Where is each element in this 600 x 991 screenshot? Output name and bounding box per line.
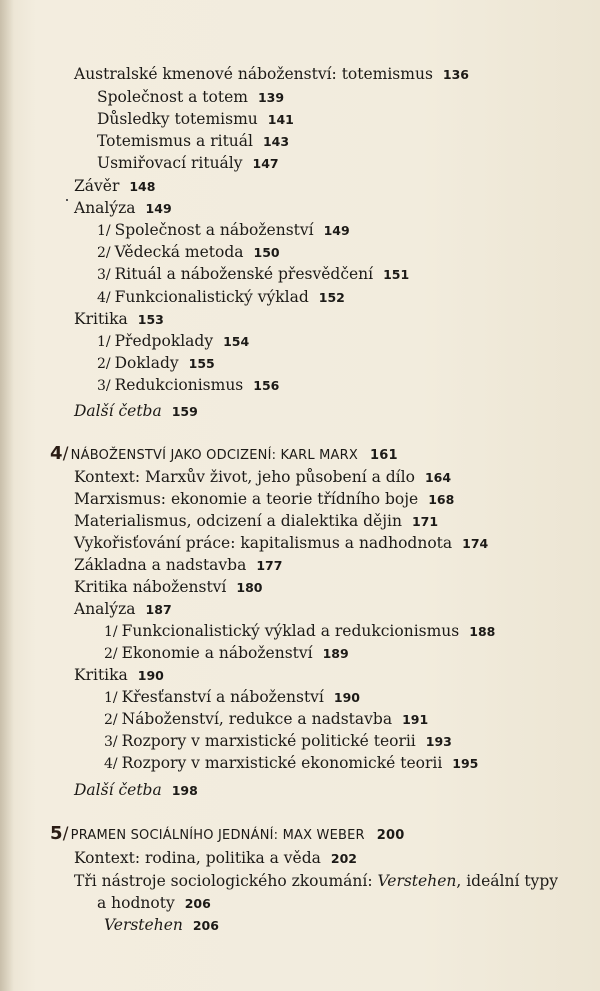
toc-entry-continuation bbox=[97, 893, 211, 914]
entry-title: Závěr bbox=[74, 177, 120, 195]
toc-entry bbox=[74, 555, 282, 576]
entry-title: Ekonomie a náboženství bbox=[121, 644, 313, 662]
toc-entry bbox=[74, 64, 469, 85]
entry-title-italic: Verstehen bbox=[377, 872, 457, 890]
page-number: 154 bbox=[223, 334, 250, 349]
toc-entry bbox=[104, 687, 360, 708]
entry-title: Doklady bbox=[114, 354, 179, 372]
page-number: 159 bbox=[171, 404, 198, 419]
page-number: 155 bbox=[188, 356, 215, 371]
page-number: 180 bbox=[236, 580, 263, 595]
entry-title: Společnost a náboženství bbox=[114, 221, 314, 239]
entry-title: Usmiřovací rituály bbox=[97, 154, 243, 172]
toc-entry bbox=[97, 353, 215, 374]
page-number: 190 bbox=[137, 668, 164, 683]
entry-title: Totemismus a rituál bbox=[97, 132, 253, 150]
page-number: 161 bbox=[369, 448, 398, 463]
entry-title: Křesťanství a náboženství bbox=[121, 688, 324, 706]
page-number: 206 bbox=[184, 896, 211, 911]
toc-entry bbox=[74, 665, 164, 686]
entry-title: Důsledky totemismu bbox=[97, 110, 258, 128]
toc-entry bbox=[97, 131, 289, 152]
toc-entry bbox=[74, 176, 155, 197]
page-number: 143 bbox=[262, 134, 290, 149]
page-number: 148 bbox=[129, 179, 156, 194]
page-number: 147 bbox=[252, 156, 279, 171]
entry-title: Tři nástroje sociologického zkoumání: bbox=[74, 872, 378, 890]
page-number: 141 bbox=[267, 112, 294, 127]
entry-title: Rozpory v marxistické politické teorii bbox=[121, 732, 416, 750]
item-number: 3/ bbox=[97, 267, 111, 283]
item-number: 3/ bbox=[104, 734, 118, 750]
entry-title: Australské kmenové náboženství: totemismus bbox=[74, 65, 433, 83]
entry-title: Předpoklady bbox=[114, 332, 214, 350]
page-number: 174 bbox=[462, 536, 489, 551]
item-number: 3/ bbox=[97, 378, 111, 394]
page-number: 151 bbox=[383, 267, 410, 282]
entry-title: Analýza bbox=[74, 600, 136, 618]
entry-title: Kritika bbox=[74, 666, 128, 684]
chapter-heading bbox=[50, 824, 405, 846]
toc-entry bbox=[74, 871, 558, 891]
item-number: 1/ bbox=[97, 334, 111, 350]
entry-title: Vědecká metoda bbox=[114, 243, 244, 261]
item-number: 2/ bbox=[97, 245, 111, 261]
chapter-heading bbox=[50, 444, 398, 466]
toc-entry bbox=[97, 87, 284, 108]
page-number: 149 bbox=[323, 223, 350, 238]
toc-entry bbox=[97, 331, 249, 352]
item-number: 2/ bbox=[104, 712, 118, 728]
toc-entry bbox=[74, 309, 164, 330]
toc-entry bbox=[74, 198, 172, 219]
toc-entry bbox=[104, 643, 349, 664]
entry-title: Vykořisťování práce: kapitalismus a nadhodnota bbox=[74, 534, 453, 552]
page-number: 187 bbox=[145, 602, 172, 617]
item-number: 2/ bbox=[104, 646, 118, 662]
item-number: 1/ bbox=[104, 624, 118, 640]
entry-title: Rozpory v marxistické ekonomické teorii bbox=[121, 754, 443, 772]
entry-title-tail: , ideální typy bbox=[456, 872, 558, 890]
page-number: 191 bbox=[402, 712, 429, 727]
toc-entry bbox=[74, 511, 438, 532]
page-number: 164 bbox=[424, 470, 452, 485]
toc-entry bbox=[104, 731, 452, 752]
toc-entry bbox=[97, 153, 279, 174]
page-number: 153 bbox=[137, 312, 164, 327]
toc-entry bbox=[74, 599, 172, 620]
page-number: 202 bbox=[330, 851, 357, 866]
page-number: 189 bbox=[322, 646, 349, 661]
page-binding-shadow bbox=[0, 0, 14, 991]
entry-title: Další četba bbox=[74, 781, 162, 799]
page-number: 150 bbox=[253, 245, 280, 260]
entry-title: Základna a nadstavba bbox=[74, 556, 247, 574]
item-number: 1/ bbox=[104, 690, 118, 706]
entry-title: Redukcionismus bbox=[114, 376, 244, 394]
item-number: 1/ bbox=[97, 223, 111, 239]
entry-title: Marxismus: ekonomie a teorie třídního boje bbox=[74, 490, 419, 508]
toc-entry bbox=[97, 242, 280, 263]
toc-entry bbox=[97, 220, 350, 241]
entry-title: Kontext: rodina, politika a věda bbox=[74, 849, 321, 867]
entry-title: Materialismus, odcizení a dialektika dějin bbox=[74, 512, 402, 530]
toc-entry-further-reading bbox=[74, 780, 198, 801]
toc-entry bbox=[104, 621, 495, 642]
page-number: 152 bbox=[318, 290, 345, 305]
item-number: 4/ bbox=[97, 290, 111, 306]
entry-title: Kritika náboženství bbox=[74, 578, 227, 596]
page-number: 190 bbox=[333, 690, 360, 705]
entry-title: Verstehen bbox=[104, 916, 183, 934]
toc-entry bbox=[104, 915, 219, 936]
entry-title: Náboženství, redukce a nadstavba bbox=[121, 710, 393, 728]
page-number: 136 bbox=[442, 67, 469, 82]
entry-title: Kontext: Marxův život, jeho působení a dílo bbox=[74, 468, 415, 486]
toc-entry bbox=[74, 467, 451, 488]
page-number: 156 bbox=[253, 378, 280, 393]
entry-title: Kritika bbox=[74, 310, 128, 328]
toc-entry bbox=[97, 375, 279, 396]
entry-title: Další četba bbox=[74, 402, 162, 420]
entry-title: Funkcionalistický výklad bbox=[114, 288, 309, 306]
page-number: 198 bbox=[171, 783, 198, 798]
chapter-number: 5 / bbox=[50, 823, 71, 844]
entry-title: Analýza bbox=[74, 199, 136, 217]
toc-entry bbox=[104, 709, 428, 730]
page-number: 171 bbox=[411, 514, 439, 529]
page-number: 193 bbox=[425, 734, 452, 749]
page-number: 139 bbox=[257, 90, 285, 105]
toc-entry bbox=[104, 753, 478, 774]
toc-entry bbox=[74, 577, 262, 598]
entry-title: a hodnoty bbox=[97, 894, 175, 912]
toc-entry bbox=[74, 533, 488, 554]
page-number: 177 bbox=[256, 558, 283, 573]
pencil-mark bbox=[66, 199, 68, 201]
entry-title: Rituál a náboženské přesvědčení bbox=[114, 265, 374, 283]
page-number: 188 bbox=[469, 624, 496, 639]
entry-title: Společnost a totem bbox=[97, 88, 248, 106]
page-number: 200 bbox=[376, 828, 405, 843]
chapter-number: 4 / bbox=[50, 443, 71, 464]
page-number: 206 bbox=[192, 918, 219, 933]
toc-entry bbox=[97, 287, 345, 308]
page-number: 149 bbox=[145, 201, 172, 216]
toc-entry bbox=[74, 848, 357, 869]
item-number: 4/ bbox=[104, 756, 118, 772]
toc-entry bbox=[97, 264, 409, 285]
toc-entry-further-reading bbox=[74, 401, 198, 422]
toc-entry bbox=[74, 489, 454, 510]
chapter-title: NÁBOŽENSTVÍ JAKO ODCIZENÍ: KARL MARX bbox=[70, 448, 358, 463]
page-number: 168 bbox=[428, 492, 455, 507]
page-number: 195 bbox=[452, 756, 479, 771]
chapter-title: PRAMEN SOCIÁLNÍHO JEDNÁNÍ: MAX WEBER bbox=[70, 828, 365, 843]
toc-entry bbox=[97, 109, 294, 130]
entry-title: Funkcionalistický výklad a redukcionismus bbox=[121, 622, 460, 640]
item-number: 2/ bbox=[97, 356, 111, 372]
